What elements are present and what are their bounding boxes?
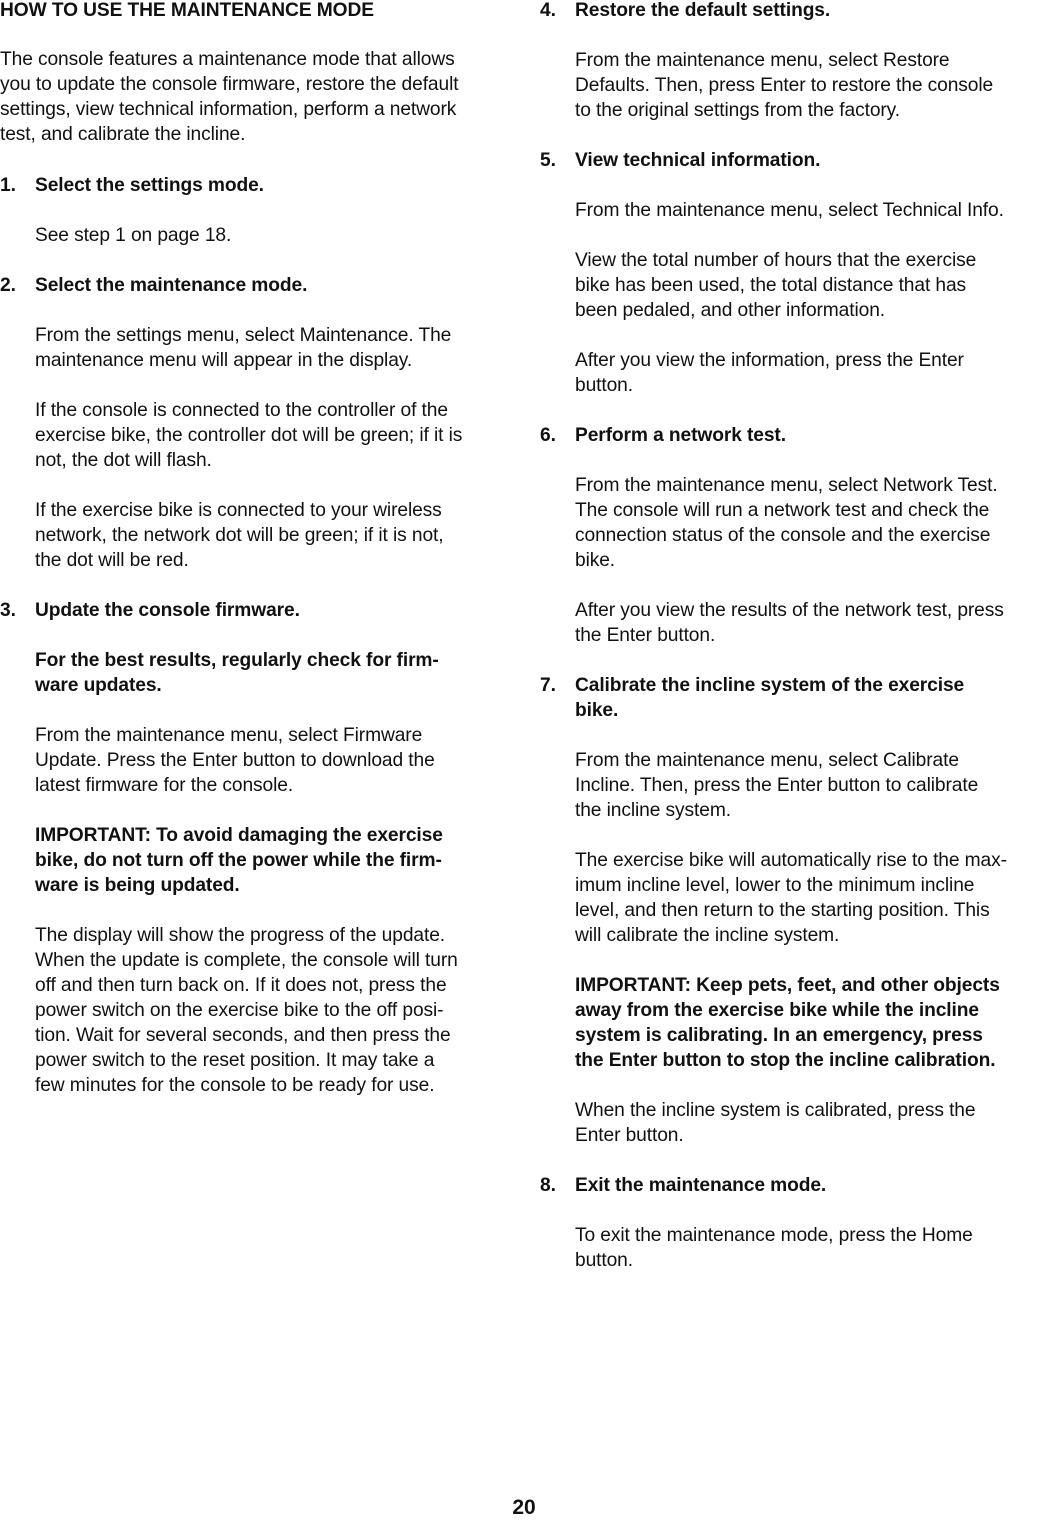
step-text: bike. — [575, 550, 616, 571]
step-text: When the incline system is calibrated, press the — [575, 1100, 976, 1121]
step-text: After you view the results of the network test, press — [575, 600, 1004, 621]
step-number: 3. — [0, 600, 16, 621]
step-text: Update. Press the Enter button to download the — [35, 750, 435, 771]
step-text: the dot will be red. — [35, 550, 189, 571]
step-title: View technical information. — [575, 150, 821, 171]
step-number: 6. — [540, 425, 556, 446]
step-title: Select the maintenance mode. — [35, 275, 308, 296]
step-text: maintenance menu will appear in the display. — [35, 350, 413, 371]
step-text: When the update is complete, the console will turn — [35, 950, 458, 971]
important-note: the Enter button to stop the incline calibration. — [575, 1050, 996, 1071]
step-text: tion. Wait for several seconds, and then press the — [35, 1025, 451, 1046]
important-note: bike, do not turn off the power while the firm- — [35, 850, 442, 871]
important-note: IMPORTANT: To avoid damaging the exercise — [35, 825, 443, 846]
step-text: off and then turn back on. If it does not, press the — [35, 975, 447, 996]
important-note: IMPORTANT: Keep pets, feet, and other objects — [575, 975, 1000, 996]
step-number: 1. — [0, 175, 16, 196]
step-text: network, the network dot will be green; if it is not, — [35, 525, 444, 546]
important-note: away from the exercise bike while the incline — [575, 1000, 979, 1021]
step-text: level, and then return to the starting position. This — [575, 900, 990, 921]
intro-line: test, and calibrate the incline. — [0, 124, 246, 145]
intro-line: settings, view technical information, perform a network — [0, 99, 457, 120]
step-text: From the maintenance menu, select Calibrate — [575, 750, 959, 771]
step-text: imum incline level, lower to the minimum incline — [575, 875, 975, 896]
step-text: will calibrate the incline system. — [575, 925, 840, 946]
step-text: If the console is connected to the controller of the — [35, 400, 448, 421]
step-text: Enter button. — [575, 1125, 684, 1146]
step-title: Select the settings mode. — [35, 175, 264, 196]
step-number: 2. — [0, 275, 16, 296]
step-number: 8. — [540, 1175, 556, 1196]
step-title: bike. — [575, 700, 619, 721]
step-text: The console will run a network test and check the — [575, 500, 990, 521]
step-text: power switch to the reset position. It may take a — [35, 1050, 435, 1071]
step-text: From the maintenance menu, select Restore — [575, 50, 950, 71]
step-text: button. — [575, 375, 633, 396]
step-text: button. — [575, 1250, 633, 1271]
step-text: Incline. Then, press the Enter button to calibrate — [575, 775, 979, 796]
step-text: From the maintenance menu, select Network Test. — [575, 475, 998, 496]
step-text: The display will show the progress of the update. — [35, 925, 445, 946]
step-text: To exit the maintenance mode, press the Home — [575, 1225, 973, 1246]
step-number: 7. — [540, 675, 556, 696]
step-text: View the total number of hours that the exercise — [575, 250, 977, 271]
step-text: From the maintenance menu, select Technical Info. — [575, 200, 1004, 221]
important-note: ware is being updated. — [35, 875, 240, 896]
step-text: bike has been used, the total distance that has — [575, 275, 967, 296]
step-text: See step 1 on page 18. — [35, 225, 232, 246]
step-title: Calibrate the incline system of the exercise — [575, 675, 965, 696]
step-text: not, the dot will flash. — [35, 450, 212, 471]
intro-line: The console features a maintenance mode that allows — [0, 49, 455, 70]
step-text: latest firmware for the console. — [35, 775, 294, 796]
step-text: connection status of the console and the exercise — [575, 525, 991, 546]
step-text: If the exercise bike is connected to your wireless — [35, 500, 442, 521]
step-text: exercise bike, the controller dot will be green; if it is — [35, 425, 463, 446]
step-title: Update the console firmware. — [35, 600, 300, 621]
step-text: From the maintenance menu, select Firmware — [35, 725, 423, 746]
step-text: the incline system. — [575, 800, 731, 821]
important-note: system is calibrating. In an emergency, press — [575, 1025, 983, 1046]
step-text: power switch on the exercise bike to the off posi- — [35, 1000, 444, 1021]
step-text: After you view the information, press the Enter — [575, 350, 964, 371]
step-text: to the original settings from the factory. — [575, 100, 900, 121]
step-title: Restore the default settings. — [575, 0, 831, 21]
intro-line: you to update the console firmware, restore the default — [0, 74, 459, 95]
step-note-bold: ware updates. — [35, 675, 162, 696]
step-text: From the settings menu, select Maintenance. The — [35, 325, 452, 346]
step-text: The exercise bike will automatically rise to the max- — [575, 850, 1007, 871]
step-text: few minutes for the console to be ready for use. — [35, 1075, 435, 1096]
step-note-bold: For the best results, regularly check for firm- — [35, 650, 439, 671]
page-number: 20 — [512, 1496, 536, 1519]
step-number: 5. — [540, 150, 556, 171]
section-heading: HOW TO USE THE MAINTENANCE MODE — [0, 0, 374, 21]
step-title: Perform a network test. — [575, 425, 786, 446]
step-text: Defaults. Then, press Enter to restore the console — [575, 75, 994, 96]
step-text: been pedaled, and other information. — [575, 300, 886, 321]
step-number: 4. — [540, 0, 556, 21]
step-text: the Enter button. — [575, 625, 716, 646]
step-title: Exit the maintenance mode. — [575, 1175, 827, 1196]
